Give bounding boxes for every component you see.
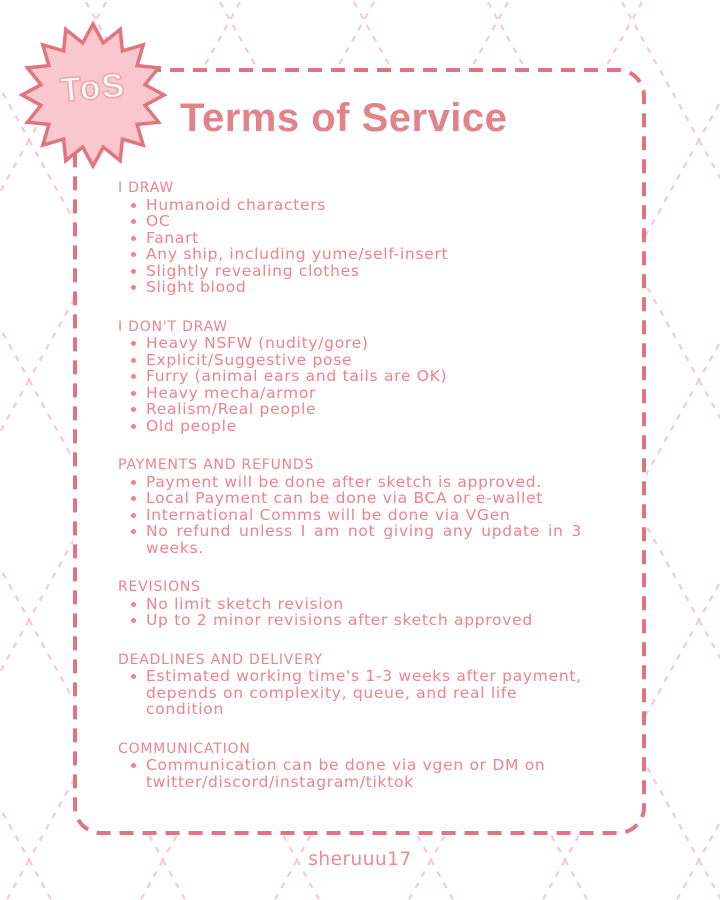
list-item	[118, 507, 582, 524]
bullet-dot-icon	[131, 341, 136, 346]
bullet-dot-icon	[131, 391, 136, 396]
section-list	[118, 474, 582, 557]
list-item-text: Up to 2 minor revisions after sketch approved	[146, 611, 533, 629]
tos-badge	[18, 20, 168, 170]
section-list	[118, 757, 582, 790]
tos-section	[118, 319, 582, 435]
bullet-dot-icon	[131, 219, 136, 224]
list-item-text: Slight blood	[146, 278, 247, 296]
bullet-dot-icon	[131, 674, 136, 679]
list-item	[118, 401, 582, 418]
bullet-dot-icon	[131, 285, 136, 290]
list-item	[118, 757, 582, 790]
bullet-dot-icon	[131, 529, 136, 534]
list-item-text: Realism/Real people	[146, 400, 317, 418]
list-item-text: Furry (animal ears and tails are OK)	[146, 367, 448, 385]
list-item-text: Local Payment can be done via BCA or e-wallet	[146, 489, 543, 507]
bullet-dot-icon	[131, 358, 136, 363]
list-item	[118, 368, 582, 385]
list-item	[118, 213, 582, 230]
tos-section	[118, 457, 582, 556]
tos-section	[118, 579, 582, 629]
section-heading: I DRAW	[118, 180, 174, 196]
list-item-text: No refund unless I am not giving any update in 3 weeks.	[146, 522, 582, 557]
list-item-text: International Comms will be done via VGen	[146, 505, 511, 524]
list-item-text: Explicit/Suggestive pose	[146, 350, 353, 369]
list-item	[118, 418, 582, 435]
section-list	[118, 596, 582, 629]
tos-section	[118, 180, 582, 296]
tos-section	[118, 741, 582, 791]
list-item-text: Slightly revealing clothes	[146, 261, 360, 280]
bullet-dot-icon	[131, 763, 136, 768]
bullet-dot-icon	[131, 203, 136, 208]
list-item-text: Humanoid characters	[146, 195, 327, 214]
list-item-text: Estimated working time's 1-3 weeks after payment, depends on complexity, queue, and real life condition	[146, 667, 582, 718]
section-list	[118, 335, 582, 434]
list-item-text: No limit sketch revision	[146, 594, 344, 613]
list-item-text: OC	[146, 212, 171, 230]
list-item	[118, 246, 582, 263]
list-item	[118, 612, 582, 629]
list-item	[118, 263, 582, 280]
bullet-dot-icon	[131, 424, 136, 429]
section-heading: REVISIONS	[118, 579, 201, 595]
list-item-text: Payment will be done after sketch is approved.	[146, 472, 542, 491]
bullet-dot-icon	[131, 236, 136, 241]
list-item	[118, 668, 582, 718]
list-item-text: Old people	[146, 416, 237, 435]
list-item	[118, 474, 582, 491]
tos-section	[118, 652, 582, 718]
bullet-dot-icon	[131, 252, 136, 257]
list-item	[118, 523, 582, 556]
bullet-dot-icon	[131, 407, 136, 412]
artist-handle: sheruuu17	[308, 849, 412, 870]
bullet-dot-icon	[131, 513, 136, 518]
bullet-dot-icon	[131, 269, 136, 274]
section-list	[118, 668, 582, 718]
list-item	[118, 352, 582, 369]
badge-label: ToS	[58, 66, 127, 110]
list-item-text: Fanart	[146, 228, 199, 247]
list-item	[118, 197, 582, 214]
bullet-dot-icon	[131, 374, 136, 379]
bullet-dot-icon	[131, 496, 136, 501]
bullet-dot-icon	[131, 480, 136, 485]
list-item	[118, 335, 582, 352]
bullet-dot-icon	[131, 618, 136, 623]
list-item	[118, 385, 582, 402]
page-title: Terms of Service	[180, 96, 508, 140]
list-item	[118, 490, 582, 507]
section-heading: DEADLINES AND DELIVERY	[118, 651, 323, 668]
list-item	[118, 279, 582, 296]
bullet-dot-icon	[131, 602, 136, 607]
tos-content	[118, 180, 582, 790]
section-heading: PAYMENTS AND REFUNDS	[118, 457, 315, 473]
list-item-text: Communication can be done via vgen or DM on twitter/discord/instagram/tiktok	[146, 756, 546, 791]
list-item	[118, 230, 582, 247]
section-heading: COMMUNICATION	[118, 740, 251, 757]
section-list	[118, 197, 582, 296]
section-heading: I DON'T DRAW	[118, 318, 228, 335]
list-item-text: Any ship, including yume/self-insert	[146, 245, 449, 263]
list-item-text: Heavy NSFW (nudity/gore)	[146, 334, 369, 352]
list-item-text: Heavy mecha/armor	[146, 383, 317, 402]
list-item	[118, 596, 582, 613]
